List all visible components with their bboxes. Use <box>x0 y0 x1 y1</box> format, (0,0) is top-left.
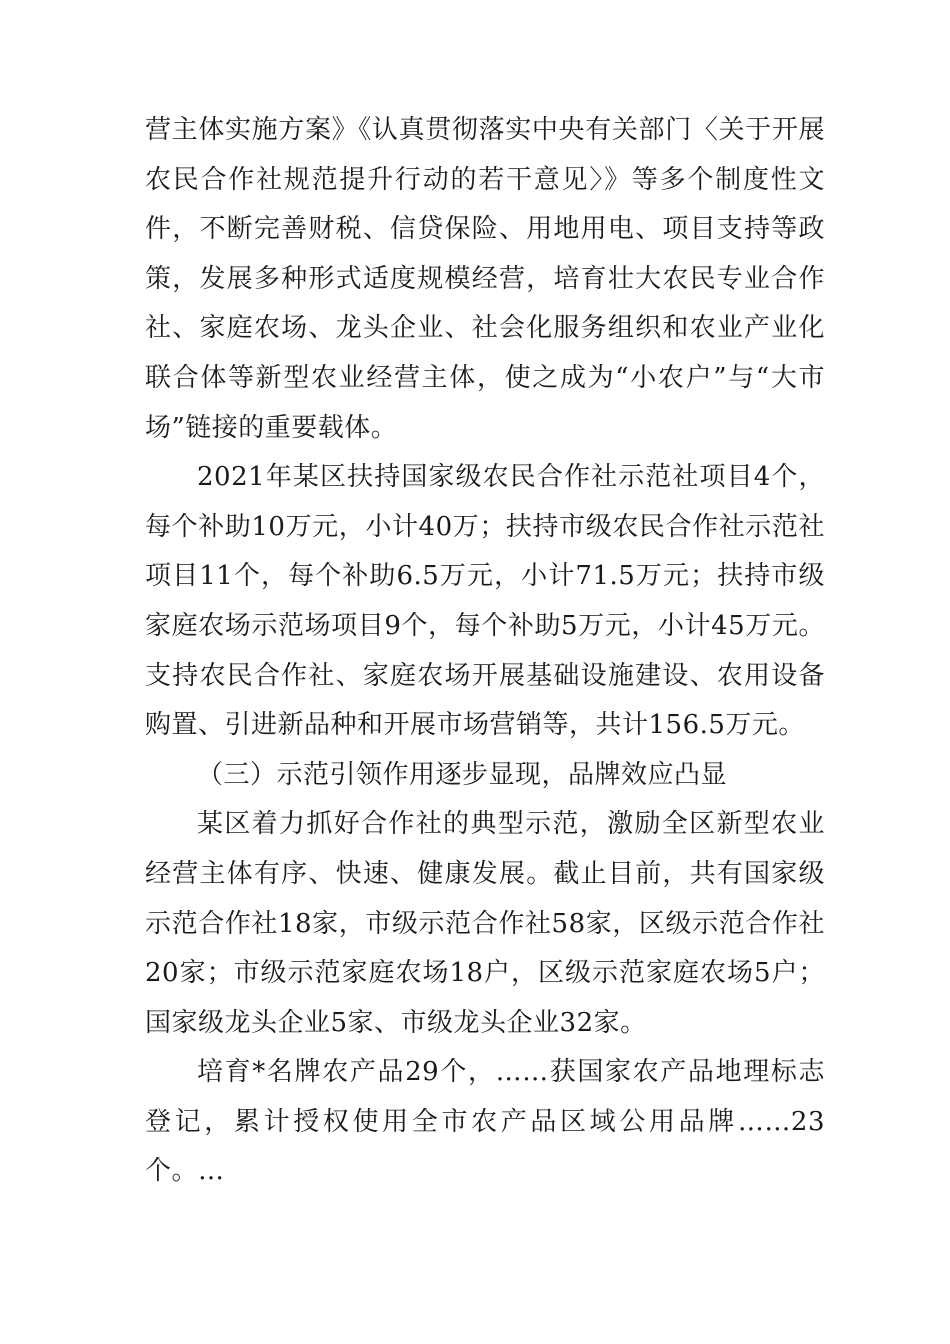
paragraph-demonstration-counts: 某区着力抓好合作社的典型示范，激励全区新型农业经营主体有序、快速、健康发展。截止目前，共有国家级示范合作社18家，市级示范合作社58家，区级示范合作社20家；市级示范家庭农场18户，区级示范家庭农场5户；国家级龙头企业5家、市级龙头企业32家。 <box>145 809 825 1038</box>
section-heading-demonstration: （三）示范引领作用逐步显现，品牌效应凸显 <box>197 759 728 790</box>
paragraph-brand-products: 培育*名牌农产品29个，……获国家农产品地理标志登记，累计授权使用全市农产品区域公用品牌……23个。… <box>145 1057 825 1187</box>
paragraph-policy-documents: 营主体实施方案》《认真贯彻落实中央有关部门〈关于开展农民合作社规范提升行动的若干意见〉》等多个制度性文件，不断完善财税、信贷保险、用地用电、项目支持等政策，发展多种形式适度规模经营，培育壮大农民专业合作社、家庭农场、龙头企业、社会化服务组织和农业产业化联合体等新型农业经营主体，使之成为“小农户”与“大市场”链接的重要载体。 <box>145 115 825 443</box>
paragraph-2021-support-funds: 2021年某区扶持国家级农民合作社示范社项目4个，每个补助10万元，小计40万；扶持市级农民合作社示范社项目11个，每个补助6.5万元，小计71.5万元；扶持市级家庭农场示范场项目9个，每个补助5万元，小计45万元。支持农民合作社、家庭农场开展基础设施建设、农用设备购置、引进新品种和开展市场营销等，共计156.5万元。 <box>145 462 825 741</box>
document-body <box>145 106 825 1197</box>
